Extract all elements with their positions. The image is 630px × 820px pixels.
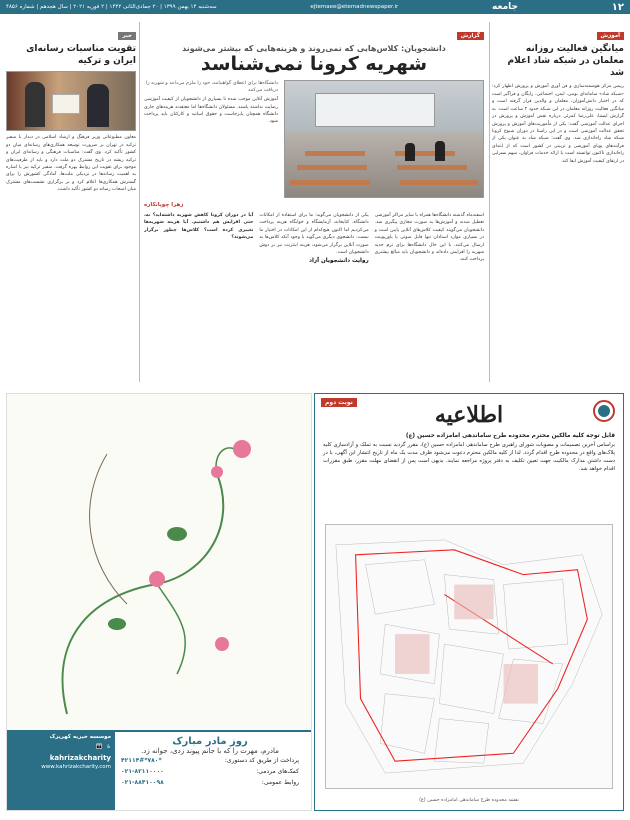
main-subhead: روایت دانشجویان آزاد bbox=[309, 258, 369, 265]
charity-icons bbox=[11, 744, 111, 750]
main-qa: آیا در دوران کرونا کاهش شهریه داشته‌اید؟ نه، حتی افزایش هم داشتیم. آیا هزینه شهریه‌ها تغییری کرده است؟ کلاس‌ها چطور برگزار می‌شوند؟ bbox=[144, 212, 254, 241]
donation-phone[interactable]: ۰۲۱-۸۲۱۱۰۰۰۰ bbox=[121, 768, 164, 775]
main-headline: شهریه کرونا نمی‌شناسد bbox=[200, 53, 428, 75]
main-col3: آموزش آنلاین موجب شده تا بسیاری از دانشجویان از کیفیت آموزشی رضایت نداشته باشند. مسئولان دانشگاه‌ها اما معتقدند هزینه‌های جاری دانشگاه همچنان پابرجاست و حقوق اساتید و کارکنان باید پرداخت شود. bbox=[144, 97, 278, 125]
right-body: رییس مرکز هوشمندسازی و فن آوری آموزش و پرورش اظهار کرد: «شبکه شاد» سامانه‌ای بومی، ایمن، اجتماعی، رایگان و فراگیر است که در اختیار دانش‌آموزان، معلمان و والدین قرار گرفته است و میانگین فعالیت روزانه معلمان در این شبکه حدود ۲ ساعت است. به گزارش ایسنا، علی‌رضا کمرئی درباره نقش آموزش و پرورش در اجرای عدالت آموزشی گفت: یکی از مأموریت‌های آموزش و پرورش تحقق عدالت آموزشی است و در این راستا در دوران شیوع کرونا شبکه شاد راه‌اندازی شد. وی گفت: شبکه شاد به عنوان یکی از فرآیندهای پویای آموزشی و تربیتی در کشور است که از ابتدای راه‌اندازی تاکنون توانسته است با ارائه خدمات فراوان، سهم بسزایی در ارتقای کیفیت آموزش ایفا کند. bbox=[492, 84, 624, 164]
page-header bbox=[0, 0, 630, 14]
donation-label: کمک‌های مردمی: bbox=[256, 768, 299, 775]
ussd-code[interactable]: *۷۸۰*۴۲۱۱۴# bbox=[121, 757, 162, 764]
pr-phone-row bbox=[115, 777, 305, 788]
charity-advertisement bbox=[6, 393, 312, 811]
charity-name: موسسه خیریه کهریزک bbox=[49, 734, 111, 740]
photo-caption: دانشگاه‌ها برای اعطای گواهینامه، خود را ملزم می‌دانند و شهریه را دریافت می‌کنند bbox=[145, 80, 278, 93]
section-tag-report: گزارش bbox=[457, 32, 484, 40]
notice-text bbox=[315, 428, 623, 477]
map-caption: نقشه محدوده طرح ساماندهی امامزاده حسین (ع) bbox=[419, 797, 519, 803]
notice-lead: قابل توجه کلیه مالکین محترم محدوده طرح ساماندهی امامزاده حسین (ع) bbox=[405, 433, 615, 439]
main-col2: یکی از دانشجویان می‌گوید: ما برای استفاده از امکانات دانشگاه، کتابخانه، آزمایشگاه و خوابگاه هزینه پرداخت می‌کردیم اما اکنون هیچ‌کدام از این امکانات در اختیار ما نیست. دانشجوی دیگری می‌گوید با وجود آنکه کلاس‌ها به صورت آنلاین برگزار می‌شود، هزینه اینترنت نیز بر دوش دانشجویان است. bbox=[259, 212, 369, 255]
dateline: سه‌شنبه ۱۴ بهمن ۱۳۹۹ | ۲۰ جمادی‌الثانی ۱۴۴۲ | ۲ فوریه ۲۰۲۱ | سال هجدهم | شماره ۴۸۵۶ bbox=[6, 4, 217, 10]
site-plan-map bbox=[325, 524, 613, 789]
flower-illustration bbox=[7, 394, 312, 724]
section-title: جامعه bbox=[492, 2, 519, 12]
right-headline: میانگین فعالیت روزانه معلمان در شبکه شاد اعلام شد bbox=[507, 44, 624, 79]
charity-website[interactable]: www.kahrizakcharity.com bbox=[41, 764, 111, 770]
column-divider bbox=[489, 22, 490, 382]
left-column-article bbox=[6, 22, 136, 387]
family-icon: 👪 bbox=[96, 744, 103, 750]
section-email[interactable]: ejtemaee@etemadnewspaper.ir bbox=[310, 4, 399, 10]
notice-round-label: نوبت دوم bbox=[321, 398, 357, 407]
left-headline: تقویت مناسبات رسانه‌ای ایران و ترکیه bbox=[26, 44, 136, 67]
mothers-day-subtitle: مادرم، مهرت را که با جانم پیوند زدی، جوانه زد. bbox=[141, 747, 279, 755]
right-column-article bbox=[492, 22, 624, 372]
municipality-logo-icon bbox=[593, 400, 615, 422]
charity-handle[interactable]: kahrizakcharity bbox=[49, 754, 111, 762]
notice-advertisement bbox=[314, 393, 624, 811]
column-divider bbox=[139, 22, 140, 382]
main-article bbox=[144, 22, 484, 382]
main-col1: اسفندماه گذشته دانشگاه‌ها همراه با سایر مراکز آموزشی تعطیل شدند و آموزش‌ها به صورت مجازی پیگیری شد. دانشجویان می‌گویند کیفیت کلاس‌های آنلاین پایین است و در بسیاری موارد استادان تنها فایل صوتی یا پاورپوینت ارسال می‌کنند. با این حال دانشگاه‌ها برای ترم جدید شهریه را افزایش داده‌اند و دانشجویان باید مبالغ بیشتری پرداخت کنند. bbox=[374, 212, 484, 263]
ussd-row bbox=[115, 755, 305, 766]
charity-footer bbox=[7, 730, 311, 810]
ussd-label: پرداخت از طریق کد دستوری: bbox=[224, 757, 299, 764]
section-tag-news: خبر bbox=[118, 32, 136, 40]
meeting-photo bbox=[6, 71, 136, 131]
charity-brand-box bbox=[7, 730, 115, 810]
wheelchair-icon: ♿ bbox=[106, 744, 111, 750]
page-number: ۱۲ bbox=[611, 1, 624, 13]
notice-title: اطلاعیه bbox=[434, 402, 504, 428]
section-tag-education: آموزش bbox=[597, 32, 625, 40]
main-kicker: دانشجویان: کلاس‌هایی که نمی‌روند و هزینه‌هایی که بیشتر می‌شوند bbox=[182, 44, 446, 53]
notice-body: براساس آخرین تصمیمات و مصوبات شورای راهبری طرح ساماندهی امامزاده حسین (ع)، مقرر گردید نسبت به تملک و آزادسازی کلیه پلاک‌های واقع در محدوده طرح اقدام گردد. لذا از کلیه مالکین محترم دعوت می‌شود ظرف مدت یک ماه از تاریخ انتشار این آگهی، با در دست داشتن مدارک مالکیت جهت تعیین تکلیف به دفتر پروژه مراجعه نمایند. بدیهی است پس از انقضای مهلت مقرر، طبق مقررات اقدام خواهد شد. bbox=[323, 441, 615, 473]
pr-label: روابط عمومی: bbox=[261, 779, 299, 786]
left-body: معاون مطبوعاتی وزیر فرهنگ و ارشاد اسلامی در دیدار با سفیر ترکیه در تهران بر ضرورت توسعه همکاری‌های رسانه‌ای میان دو کشور تأکید کرد. وی گفت: مناسبات فرهنگی و رسانه‌ای ایران و ترکیه ریشه در تاریخ مشترک دو ملت دارد و باید از ظرفیت‌های موجود برای تقویت این روابط بهره گرفت. سفیر ترکیه نیز با اشاره به اهمیت رسانه‌ها در نزدیکی ملت‌ها، آمادگی کشورش را برای گسترش همکاری‌ها اعلام کرد و بر برگزاری نشست‌های مشترک میان اصحاب رسانه دو کشور تأکید داشت. bbox=[6, 135, 136, 193]
pr-phone[interactable]: ۰۲۱-۸۸۴۱۰۰۹۸ bbox=[121, 779, 164, 786]
map-drawing bbox=[326, 525, 612, 788]
mothers-day-title: روز مادر مبارک bbox=[172, 736, 248, 747]
author-byline: زهرا چوپانکاره bbox=[144, 201, 184, 208]
classroom-photo bbox=[284, 80, 484, 198]
donation-phone-row bbox=[115, 766, 305, 777]
